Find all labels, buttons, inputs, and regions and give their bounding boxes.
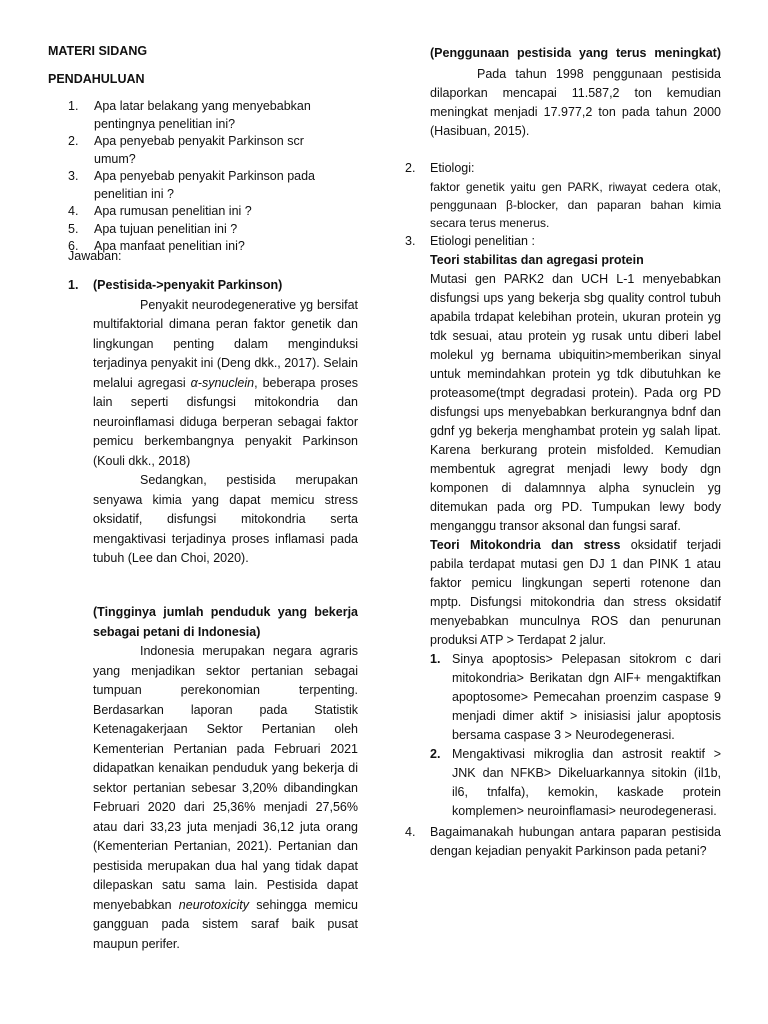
question-4-item: [385, 823, 721, 861]
research-etiology-number: 3.: [405, 234, 416, 248]
research-etiology-item: [385, 232, 721, 861]
list-item: 3. Apa penyebab penyakit Parkinson pada penelitian ini ?: [68, 169, 315, 201]
answer-3: [385, 43, 721, 141]
section-heading: PENDAHULUAN: [48, 72, 145, 86]
question-4-number: 4.: [405, 825, 416, 839]
question-4-text: Bagaimanakah hubungan antara paparan pestisida dengan kejadian penyakit Parkinson pada petani?: [430, 825, 721, 858]
answer-3-paragraph: Pada tahun 1998 penggunaan pestisida dilaporkan mencapai 11.587,2 ton kemudian meningkat menjadi 17.977,2 ton pada tahun 2000 (Hasibuan, 2015).: [430, 67, 721, 138]
mitochondria-theory-heading: Teori Mitokondria dan stress: [430, 538, 621, 552]
list-item: 6. Apa manfaat penelitian ini?: [68, 239, 245, 253]
answer-1: [48, 276, 358, 569]
etiology-title: Etiologi:: [430, 161, 475, 175]
answer-1-number: 1.: [68, 278, 79, 292]
question-list: [48, 98, 348, 256]
doc-title: MATERI SIDANG: [48, 44, 148, 58]
answers-label: Jawaban:: [68, 249, 122, 263]
answer-2-heading: (Tingginya jumlah penduduk yang bekerja sebagai petani di Indonesia): [93, 605, 358, 639]
answer-2-paragraph: Indonesia merupakan negara agraris yang menjadikan sektor pertanian sebagai tumpuan perekonomian terpenting. Berdasarkan laporan pada Statistik Ketenagakerjaan Sektor Pertanian oleh Kementerian Pertanian pada Februari 2021 didapatkan kenaikan penduduk yang bekerja di sektor pertanian sebesar 3,20% dibandingkan Februari 2020 dari 25,36% menjadi 27,56% atau dari 33,23 juta menjadi 36,12 juta orang (Kementerian Pertanian, 2021). Pertanian dan pestisida merupakan dua hal yang tidak dapat dilepaskan satu sama lain. Pestisida dapat menyebabkan neurotoxicity sehingga memicu gangguan pada sistem saraf baik pusat maupun perifer.: [93, 644, 358, 951]
protein-theory-heading: Teori stabilitas dan agregasi protein: [430, 253, 644, 267]
answer-1-paragraph-1: Penyakit neurodegenerative yg bersifat multifaktorial dimana peran faktor genetik dan lingkungan penting dalam menginduksi terjadinya penyakit ini (Deng dkk., 2017). Selain melalui agregasi α-synuclein, beberapa proses lain seperti disfungsi mitokondria dan neuroinflamasi diduga berperan sebagai faktor pemicu berkembangnya penyakit Parkinson (Kouli dkk., 2018): [93, 297, 359, 468]
pathway-2: 2. Mengaktivasi mikroglia dan astrosit reaktif > JNK dan NFKB> Dikeluarkannya sitokin (il1b, il6, tnfalfa), kemokin, kaskade protein komplemen> neuroinflamasi> neurodegenerasi.: [430, 747, 721, 818]
list-item: 5. Apa tujuan penelitian ini ?: [68, 221, 238, 236]
research-etiology-title: Etiologi penelitian :: [430, 234, 535, 248]
mitochondria-theory-paragraph: Teori Mitokondria dan stress oksidatif terjadi pabila terdapat mutasi gen DJ 1 dan PINK 1 atau faktor pemicu lingkungan seperti rotenone dan mptp. Disfungsi mitokondria dan stress oksidatif menyebabkan munculnya ROS dan penurunan produksi ATP > Terdapat 2 jalur.: [430, 538, 721, 647]
answer-1-heading: (Pestisida->penyakit Parkinson): [93, 278, 283, 292]
pathway-1: 1. Sinya apoptosis> Pelepasan sitokrom c dari mitokondria> Berikatan dgn AIF+ mengaktifkan apoptosome> Pemecahan proenzim caspase 9 menjadi dimer aktif > inisiasisi jalur apoptosis bersama caspase 3 > Neurodegenerasi.: [430, 652, 721, 742]
answer-2: [48, 603, 358, 954]
list-item: 4. Apa rumusan penelitian ini ?: [68, 204, 252, 218]
etiology-number: 2.: [405, 161, 416, 175]
etiology-body: faktor genetik yaitu gen PARK, riwayat cedera otak, penggunaan β-blocker, dan paparan bahan kimia secara terus menerus.: [430, 180, 721, 230]
answer-1-heading-row: [48, 276, 358, 296]
list-item: 1. Apa latar belakang yang menyebabkan pentingnya penelitian ini?: [68, 99, 311, 131]
list-item: 2. Apa penyebab penyakit Parkinson scr umum?: [68, 134, 304, 166]
protein-theory-paragraph: Mutasi gen PARK2 dan UCH L-1 menyebabkan disfungsi ups yang bekerja sbg quality control tubuh apabila trdapat kelebihan protein, ukuran protein yg tdk sesuai, atau protein yg rusak untu diberi label molekul yg bernama ubiquitin>memberikan sinyal untuk memindahkan protein yg tdk dibutuhkan ke proteasome(tmpt degradasi protein). Pada org PD disfungsi ups menyebabkan berkurangnya bdnf dan gdnf yg bekerja menghambat protein yg salah lipat. Karena berkurang protein misfolded. Kemudian membentuk agregrat menjadi lewy body dgn komponen di dalamnnya alpha synuclein yg ditemukan pada org PD. Tumpukan lewy body menganggu transor aksonal dan fungsi saraf.: [430, 272, 721, 533]
answer-1-paragraph-2: Sedangkan, pestisida merupakan senyawa kimia yang dapat memicu stress oksidatif, disfungsi mitokondria serta mengaktivasi terjadinya proses inflamasi pada tubuh (Lee dan Choi, 2020).: [93, 473, 358, 565]
etiology-item: [385, 159, 721, 232]
answer-3-heading: (Penggunaan pestisida yang terus meningkat): [430, 46, 721, 60]
